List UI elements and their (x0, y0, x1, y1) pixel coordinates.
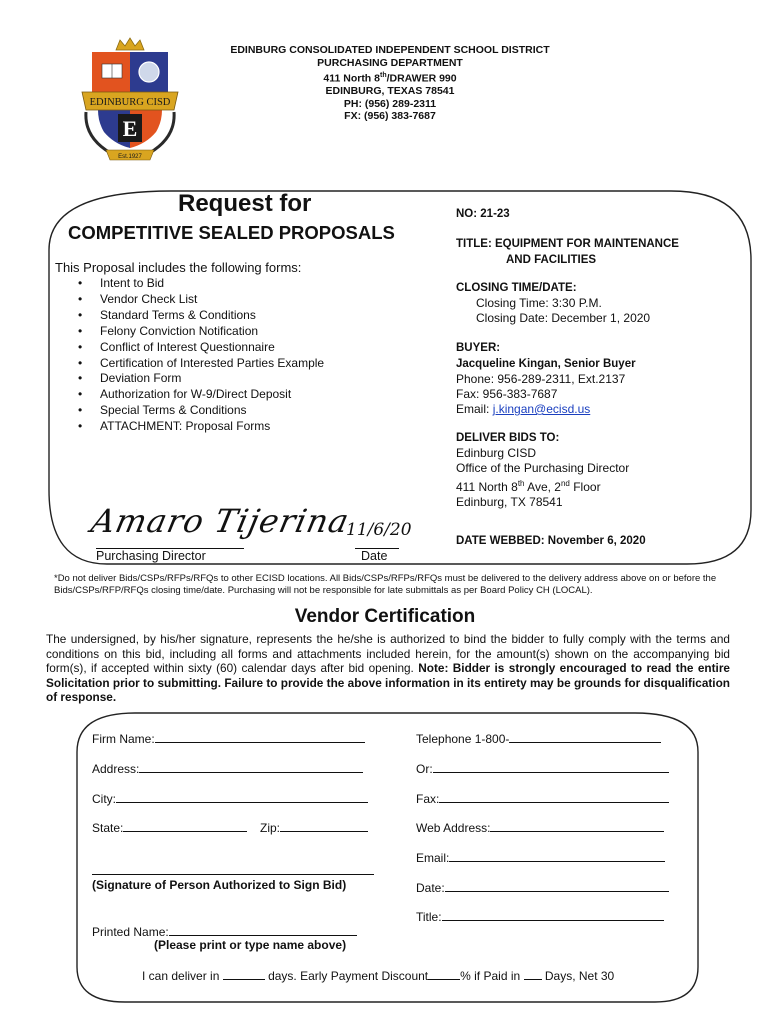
forms-intro: This Proposal includes the following forms: (55, 260, 302, 275)
list-item: • Deviation Form (78, 371, 324, 387)
edinburg-cisd-logo (76, 36, 184, 164)
request-subtitle: COMPETITIVE SEALED PROPOSALS (68, 222, 395, 243)
paid-days-blank[interactable] (524, 968, 542, 980)
or-field[interactable]: Or: (416, 761, 669, 776)
svg-text:E: E (122, 116, 138, 141)
district-fax: FX: (956) 383-7687 (344, 110, 436, 123)
delivery-days-blank[interactable] (223, 968, 265, 980)
list-item: • Intent to Bid (78, 276, 324, 292)
purchasing-director-label: Purchasing Director (96, 549, 206, 563)
date-label: Date (361, 549, 388, 563)
forms-list (78, 276, 324, 435)
svg-text:Est.1927: Est.1927 (118, 154, 142, 160)
vendor-certification-text: The undersigned, by his/her signature, represents the he/she is authorized to bind the bidder to fully comply with the terms and conditions on this bid, including all forms and attachments included herein, for the amount(s) shown on the accompanying bid form(s), if accepted within sixty (60) calendar days after bid opening. Note: Bidder is strongly encouraged to read the entire Solicitation prior to submitting. Failure to provide the above information in its entirety may be grounds for disqualification of response. (46, 632, 730, 704)
list-item: • Felony Conviction Notification (78, 324, 324, 340)
list-item: • Vendor Check List (78, 292, 324, 308)
telephone-field[interactable]: Telephone 1-800- (416, 731, 661, 746)
list-item: • Authorization for W-9/Direct Deposit (78, 387, 324, 403)
buyer-email-link[interactable]: j.kingan@ecisd.us (492, 402, 591, 416)
request-title: Request for (178, 190, 312, 217)
discount-blank[interactable] (428, 968, 460, 980)
district-phone: PH: (956) 289-2311 (343, 97, 437, 110)
date-field[interactable]: Date: (416, 880, 669, 895)
district-address-1: 411 North 8th/DRAWER 990 (323, 71, 457, 85)
bid-signature-line[interactable] (92, 874, 374, 875)
closing-section: CLOSING TIME/DATE: Closing Time: 3:30 P.M. Closing Date: December 1, 2020 (456, 282, 651, 325)
department-name: PURCHASING DEPARTMENT (317, 56, 463, 69)
bid-number: NO: 21-23 (456, 208, 510, 220)
buyer-section: BUYER: Jacqueline Kingan, Senior Buyer Phone: 956-289-2311, Ext.2137 Fax: 956-383-7687 Email: j.kingan@ecisd.us (456, 342, 636, 416)
district-address-2: EDINBURG, TEXAS 78541 (325, 84, 455, 97)
title-field[interactable]: Title: (416, 909, 664, 924)
web-address-field[interactable]: Web Address: (416, 820, 664, 835)
svg-text:EDINBURG CISD: EDINBURG CISD (89, 97, 171, 108)
deliver-section: DELIVER BIDS TO: Edinburg CISD Office of the Purchasing Director 411 North 8th Ave, 2nd Floor Edinburg, TX 78541 (456, 432, 630, 509)
date-webbed: DATE WEBBED: November 6, 2020 (456, 535, 646, 547)
list-item: • Standard Terms & Conditions (78, 308, 324, 324)
signature-date: 11/6/20 (346, 520, 412, 540)
director-signature: Amaro Tijerina (87, 502, 353, 540)
email-field[interactable]: Email: (416, 850, 665, 865)
list-item: • ATTACHMENT: Proposal Forms (78, 419, 324, 435)
printed-name-field[interactable]: Printed Name: (92, 924, 357, 939)
bid-title: TITLE: EQUIPMENT FOR MAINTENANCE AND FACILITIES (456, 238, 679, 266)
list-item: • Special Terms & Conditions (78, 403, 324, 419)
address-field[interactable]: Address: (92, 761, 363, 776)
vendor-certification-heading: Vendor Certification (294, 606, 476, 627)
firm-name-field[interactable]: Firm Name: (92, 731, 365, 746)
printed-name-note: (Please print or type name above) (154, 938, 347, 952)
fax-field[interactable]: Fax: (416, 791, 669, 806)
zip-field[interactable]: Zip: (260, 820, 368, 835)
delivery-terms: I can deliver in days. Early Payment Discount % if Paid in Days, Net 30 (142, 969, 615, 983)
district-name: EDINBURG CONSOLIDATED INDEPENDENT SCHOOL DISTRICT (230, 44, 550, 56)
delivery-notice: *Do not deliver Bids/CSPs/RFPs/RFQs to other ECISD locations. All Bids/CSPs/RFPs/RFQs must be delivered to the delivery address above on or before the Bids/CSPs/RFP/RFQs closing time/date. Purchasing will not be responsible for late submittals as per Board Policy CH (LOCAL). (54, 573, 717, 596)
district-header (170, 44, 610, 123)
list-item: • Conflict of Interest Questionnaire (78, 340, 324, 356)
state-field[interactable]: State: (92, 820, 247, 835)
city-field[interactable]: City: (92, 791, 368, 806)
list-item: • Certification of Interested Parties Example (78, 356, 324, 372)
bid-signature-label: (Signature of Person Authorized to Sign Bid) (92, 878, 347, 892)
